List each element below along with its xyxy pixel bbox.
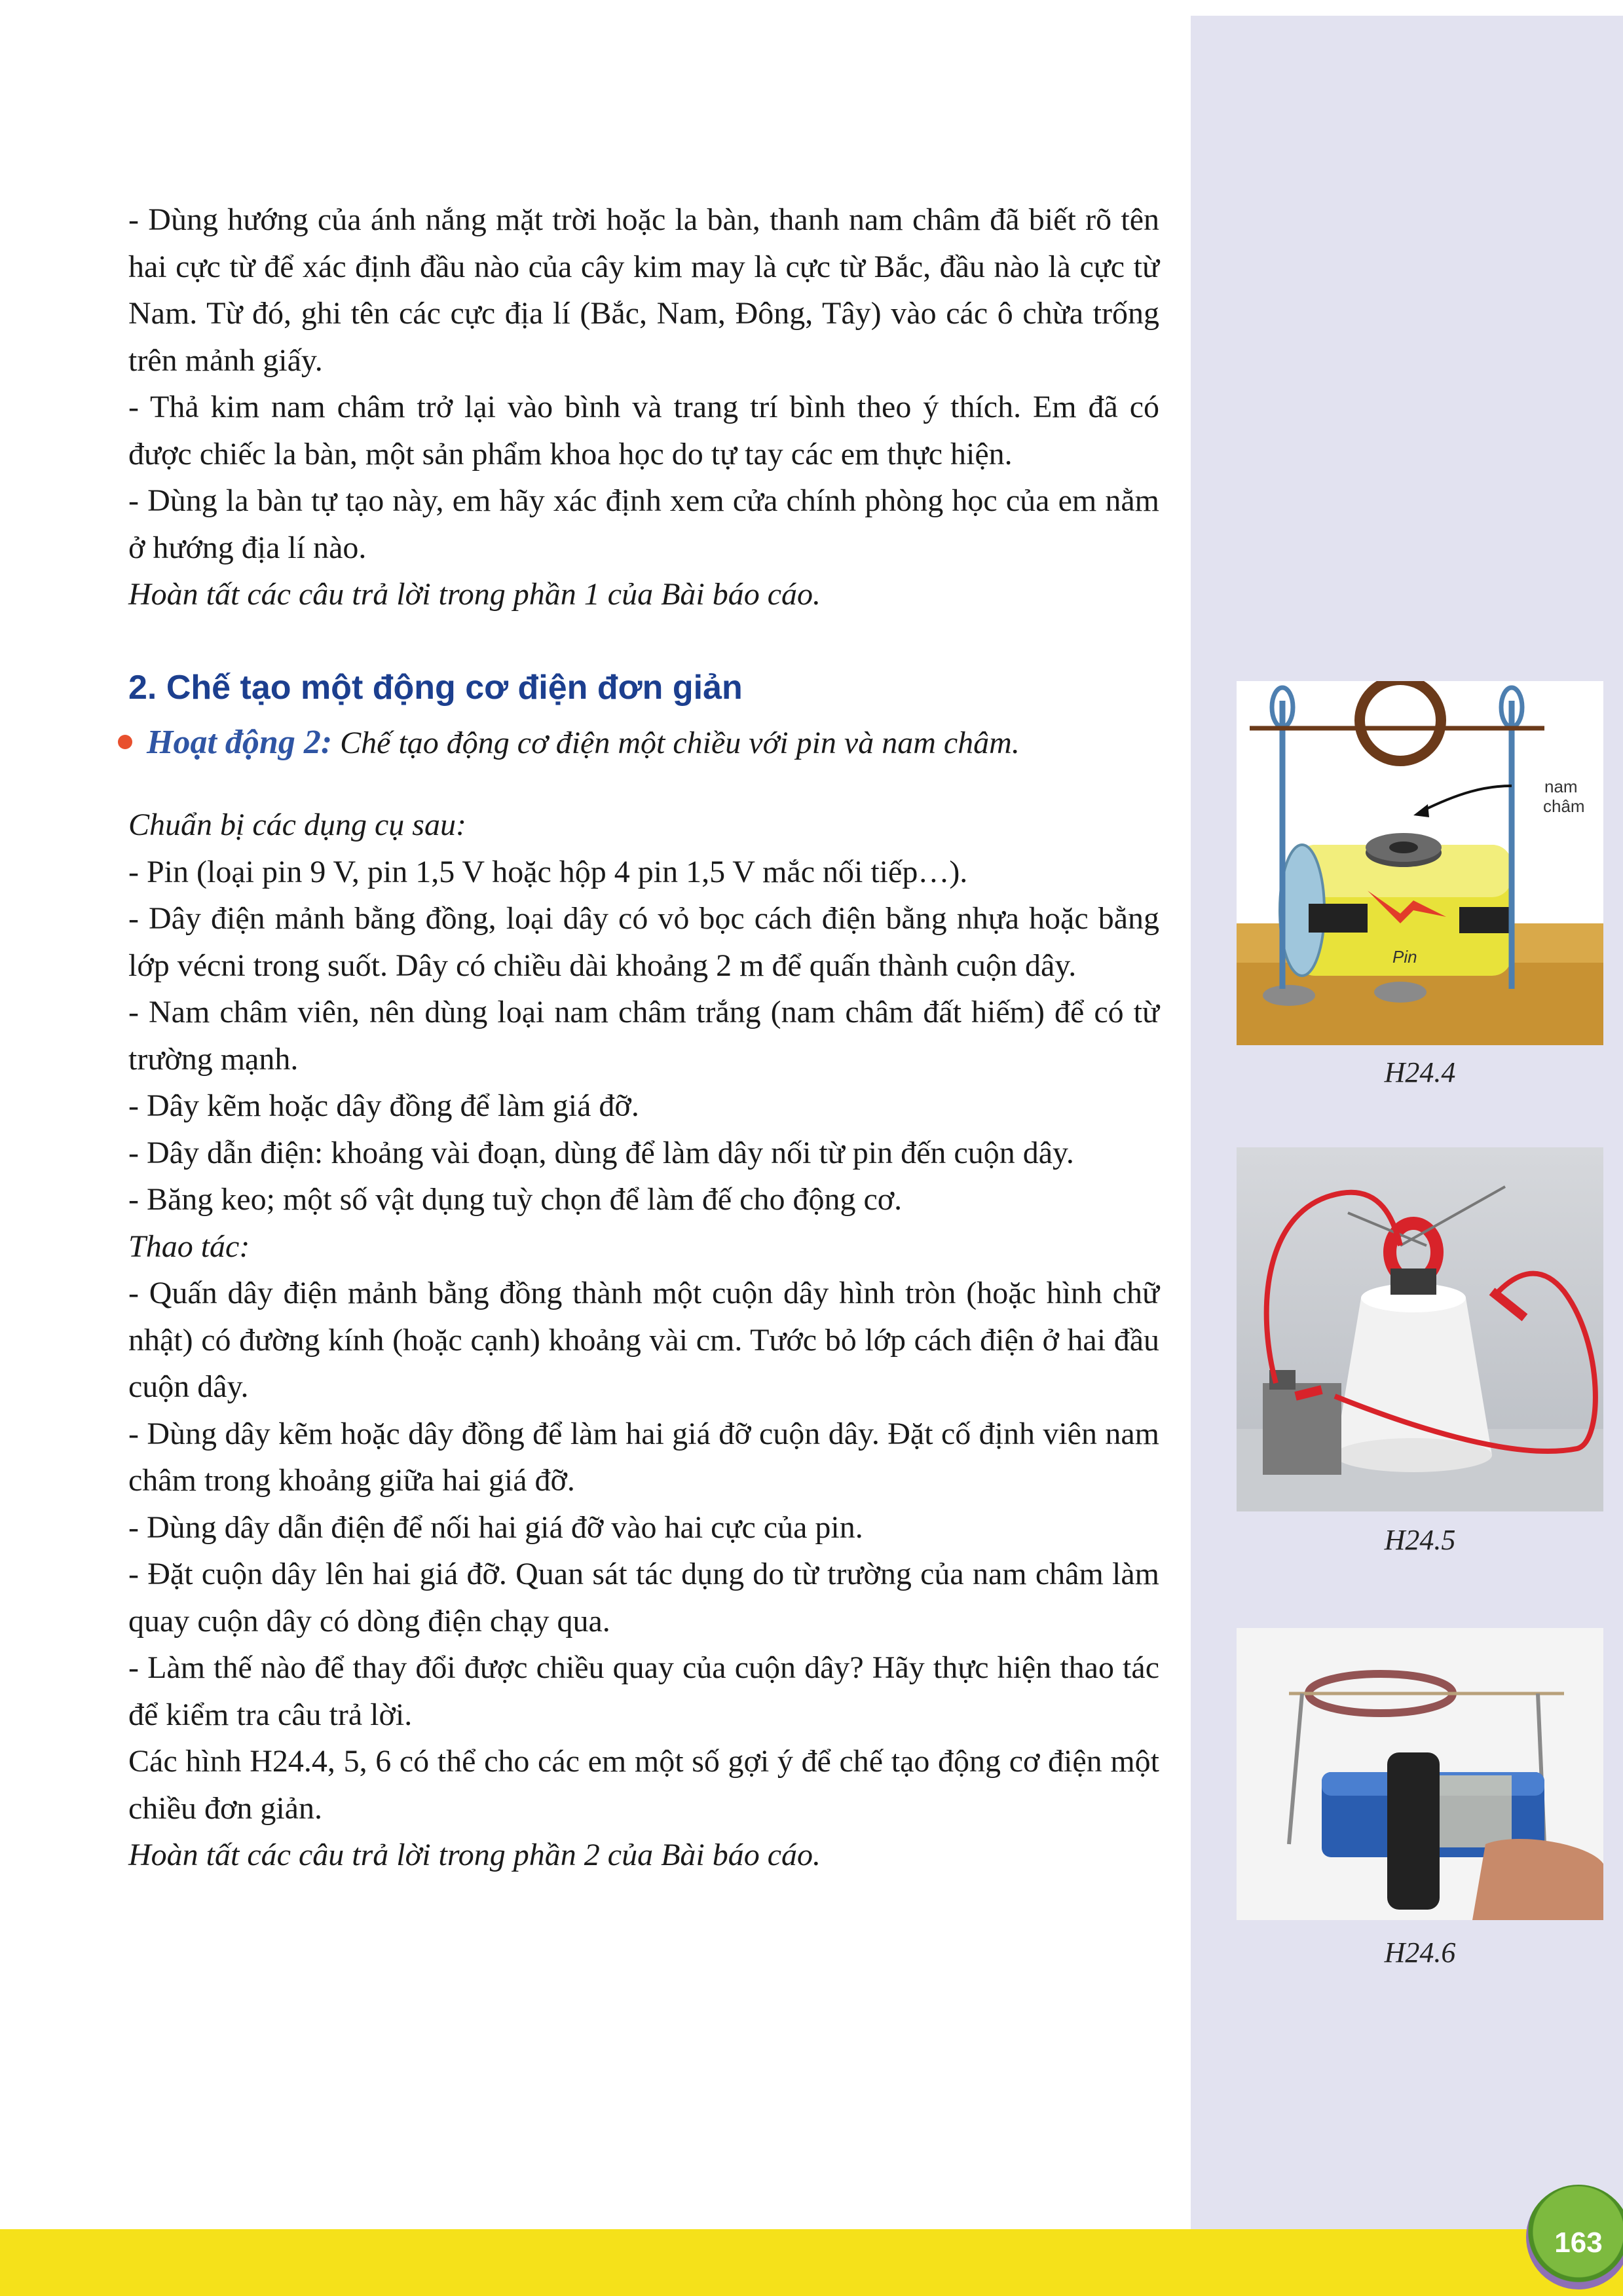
photo-motor-clips — [1237, 1147, 1603, 1511]
caption-h24-5: H24.5 — [1384, 1524, 1456, 1556]
paragraph: - Pin (loại pin 9 V, pin 1,5 V hoặc hộp 4 pin 1,5 V mắc nối tiếp…). — [128, 854, 968, 889]
paragraph: - Dây kẽm hoặc dây đồng để làm giá đỡ. — [128, 1088, 639, 1123]
activity-text: Chế tạo động cơ điện một chiều với pin và nam châm. — [340, 726, 1020, 760]
paragraph: - Dùng dây dẫn điện để nối hai giá đỡ vào hai cực của pin. — [128, 1509, 863, 1545]
section-heading: 2. Chế tạo một động cơ điện đơn giản — [128, 669, 743, 707]
caption-h24-4: H24.4 — [1384, 1056, 1456, 1088]
text-block-2 — [128, 802, 1159, 1879]
label-magnet: nam châm — [1543, 777, 1585, 816]
figure-h24-6 — [1237, 1628, 1603, 1920]
photo-motor-battery — [1237, 1628, 1603, 1920]
activity-line — [118, 723, 1020, 762]
paragraph-italic: Hoàn tất các câu trả lời trong phần 1 của Bài báo cáo. — [128, 577, 821, 612]
bullet-icon — [118, 735, 132, 749]
paragraph: - Dây điện mảnh bằng đồng, loại dây có vỏ bọc cách điện bằng nhựa hoặc bằng lớp vécni trong suốt. Dây có chiều dài khoảng 2 m để quấn thành cuộn dây. — [128, 901, 1159, 983]
paragraph: - Làm thế nào để thay đổi được chiều quay của cuộn dây? Hãy thực hiện thao tác để kiểm tra câu trả lời. — [128, 1650, 1159, 1732]
bottom-band — [0, 2229, 1623, 2296]
paragraph: - Dùng hướng của ánh nắng mặt trời hoặc la bàn, thanh nam châm đã biết rõ tên hai cực từ để xác định đầu nào của cây kim may là cực từ Bắc, đầu nào là cực từ Nam. Từ đó, ghi tên các cực địa lí (Bắc, Nam, Đông, Tây) vào các ô chừa trống trên mảnh giấy. — [128, 202, 1159, 378]
paragraph: - Dùng la bàn tự tạo này, em hãy xác định xem cửa chính phòng học của em nằm ở hướng địa lí nào. — [128, 483, 1159, 565]
paragraph: - Thả kim nam châm trở lại vào bình và trang trí bình theo ý thích. Em đã có được chiếc la bàn, một sản phẩm khoa học do tự tay các em thực hiện. — [128, 390, 1159, 472]
motor-illustration — [1237, 681, 1603, 1045]
paragraph: - Nam châm viên, nên dùng loại nam châm trắng (nam châm đất hiếm) để có từ trường mạnh. — [128, 995, 1159, 1077]
paragraph: - Quấn dây điện mảnh bằng đồng thành một cuộn dây hình tròn (hoặc hình chữ nhật) có đường kính (hoặc cạnh) khoảng vài cm. Tước bỏ lớp cách điện ở hai đầu cuộn dây. — [128, 1276, 1159, 1404]
paragraph-italic: Hoàn tất các câu trả lời trong phần 2 của Bài báo cáo. — [128, 1838, 821, 1872]
paragraph: - Đặt cuộn dây lên hai giá đỡ. Quan sát tác dụng do từ trường của nam châm làm quay cuộn dây có dòng điện chạy qua. — [128, 1557, 1159, 1639]
figure-h24-5 — [1237, 1147, 1603, 1511]
paragraph: - Dây dẫn điện: khoảng vài đoạn, dùng để làm dây nối từ pin đến cuộn dây. — [128, 1135, 1074, 1170]
paragraph: - Băng keo; một số vật dụng tuỳ chọn để làm đế cho động cơ. — [128, 1182, 903, 1217]
label-battery: Pin — [1392, 947, 1417, 967]
paragraph-italic: Chuẩn bị các dụng cụ sau: — [128, 807, 466, 842]
paragraph: Các hình H24.4, 5, 6 có thể cho các em một số gợi ý để chế tạo động cơ điện một chiều đơn giản. — [128, 1744, 1159, 1826]
activity-label: Hoạt động 2: — [147, 724, 333, 761]
caption-h24-6: H24.6 — [1384, 1936, 1456, 1969]
paragraph-italic: Thao tác: — [128, 1229, 250, 1264]
text-block-1 — [128, 196, 1159, 618]
paragraph: - Dùng dây kẽm hoặc dây đồng để làm hai giá đỡ cuộn dây. Đặt cố định viên nam châm trong khoảng giữa hai giá đỡ. — [128, 1416, 1159, 1498]
figure-h24-4 — [1237, 681, 1603, 1045]
page-number: 163 — [1554, 2227, 1603, 2259]
